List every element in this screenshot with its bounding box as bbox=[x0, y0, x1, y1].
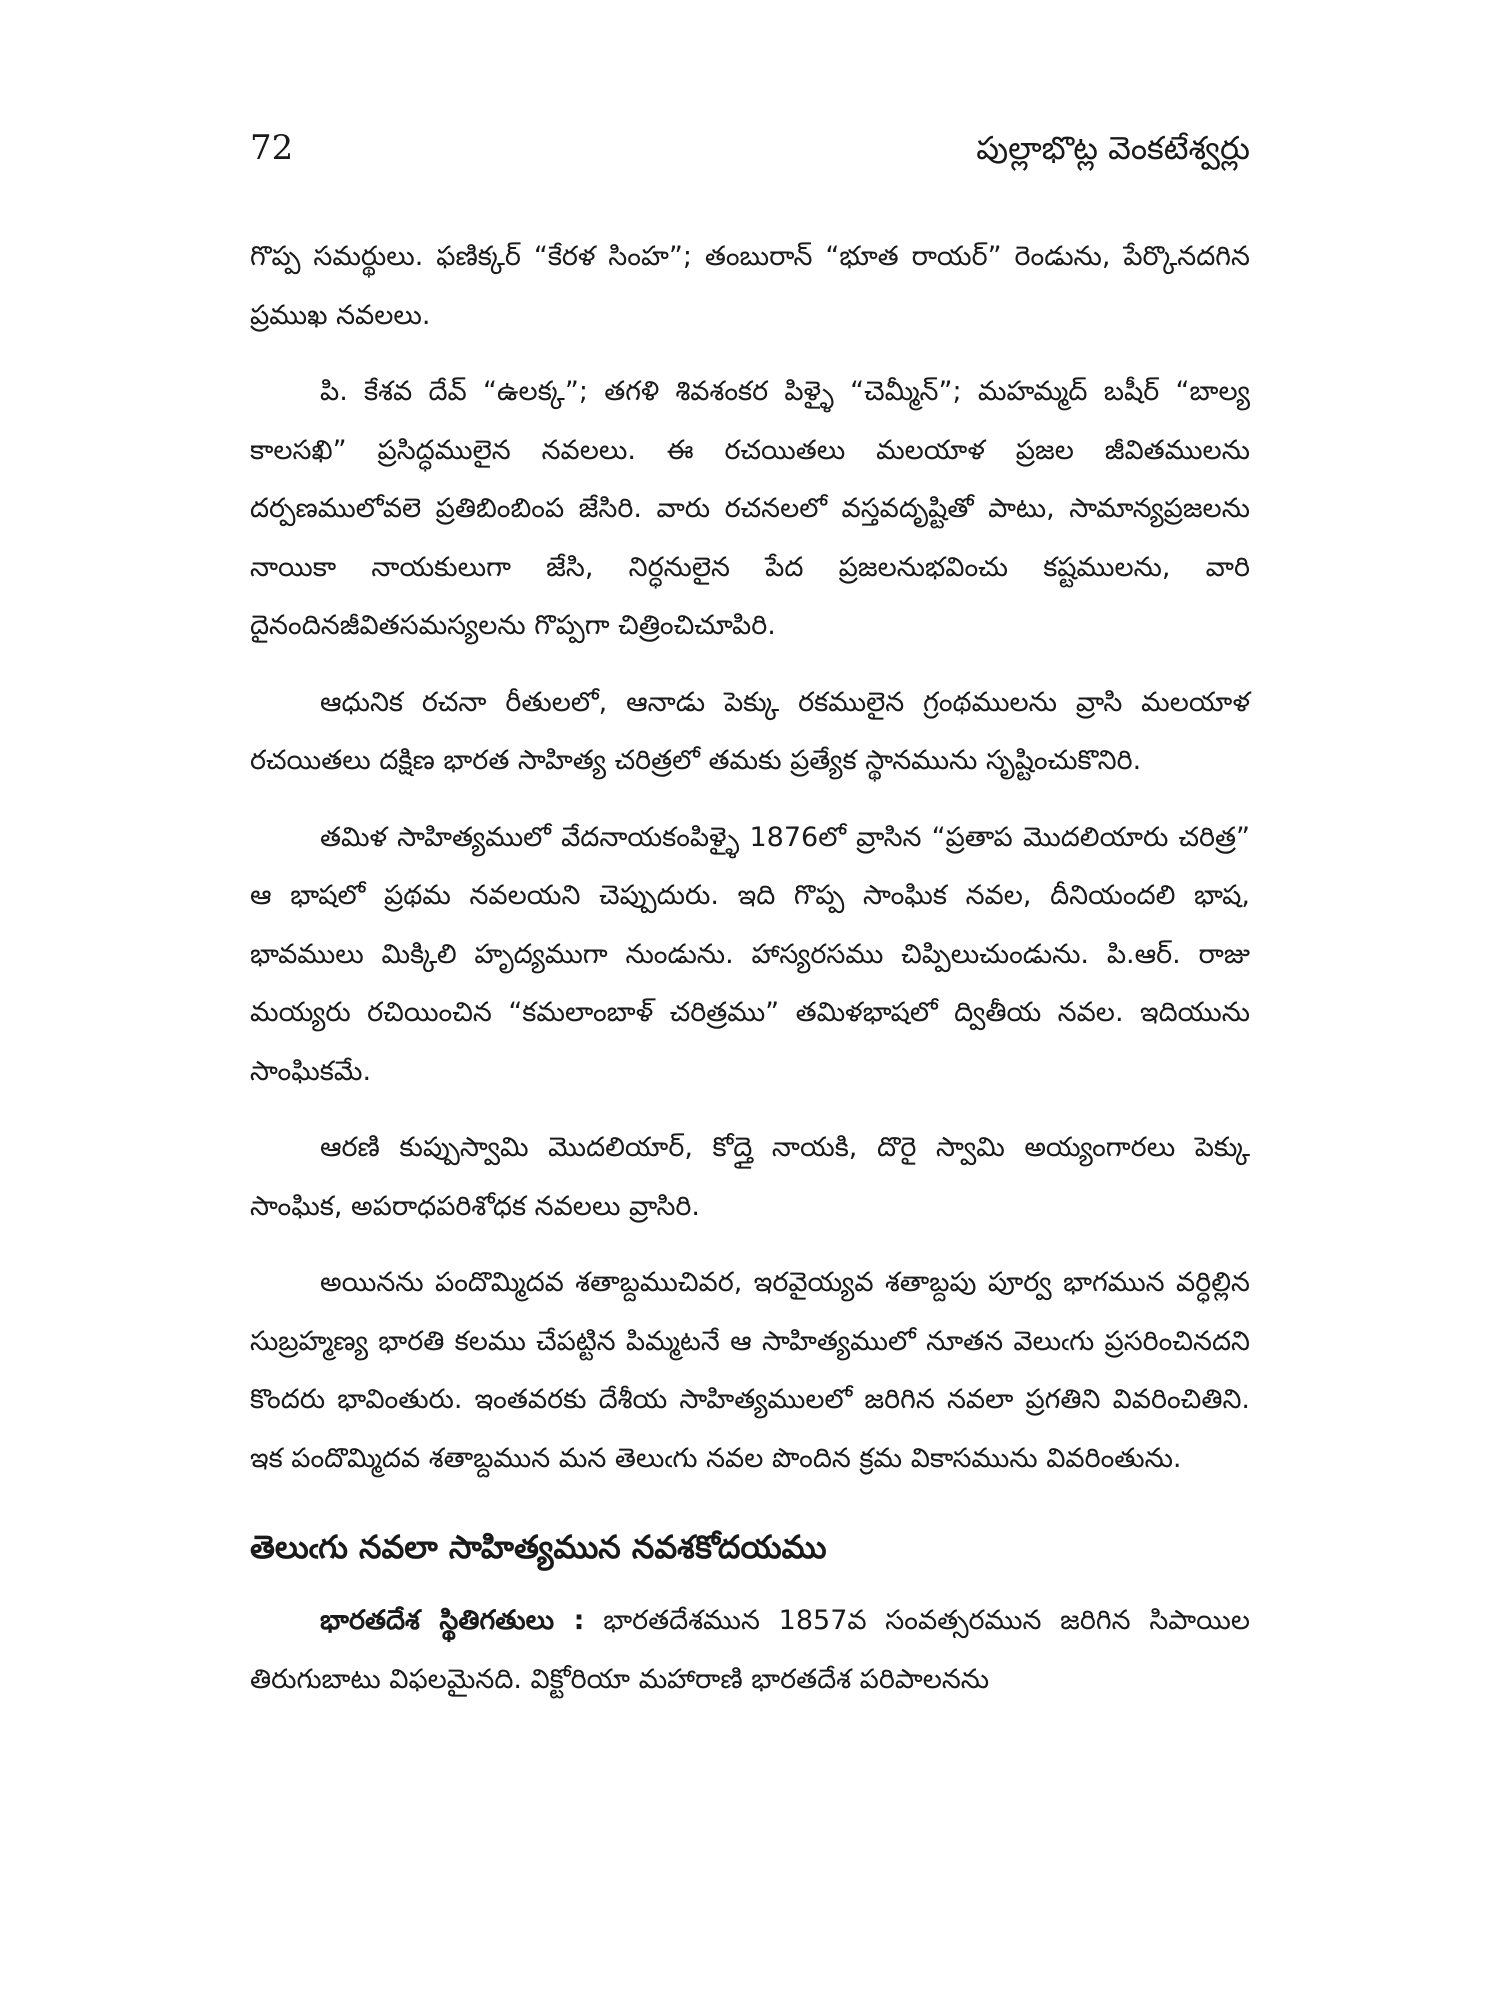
paragraph: గొప్ప సమర్థులు. ఫణిక్కర్ “కేరళ సింహ”; తంబురాన్ “భూత రాయర్” రెండును, పేర్కొనదగిన ప్రముఖ నవలలు. bbox=[250, 241, 1250, 331]
paragraph: ఆరణి కుప్పుస్వామి మొదలియార్, కోద్తై నాయకి, దొరై స్వామి అయ్యంగారలు పెక్కు సాంఘిక, అపరాధపరిశోధక నవలలు వ్రాసిరి. bbox=[250, 1132, 1250, 1222]
section-paragraph bbox=[250, 1592, 1250, 1709]
paragraph: అయినను పందొమ్మిదవ శతాబ్దముచివర, ఇరవైయ్యవ శతాబ్దపు పూర్వ భాగమున వర్ధిల్లిన సుబ్రహ్మణ్య భారతి కలము చేపట్టిన పిమ్మటనే ఆ సాహిత్యములో నూతన వెలుఁగు ప్రసరించినదని కొందరు భావింతురు. ఇంతవరకు దేశీయ సాహిత్యములలో జరిగిన నవలా ప్రగతిని వివరించితిని. ఇక పందొమ్మిదవ శతాబ్దమున మన తెలుఁగు నవల పొందిన క్రమ వికాసమును వివరింతును. bbox=[250, 1267, 1250, 1474]
paragraph: ఆధునిక రచనా రీతులలో, ఆనాడు పెక్కు రకములైన గ్రంథములను వ్రాసి మలయాళ రచయితలు దక్షిణ భారత సాహిత్య చరిత్రలో తమకు ప్రత్యేక స్థానమును సృష్టించుకొనిరి. bbox=[250, 686, 1250, 776]
page-header bbox=[250, 128, 1250, 178]
page-body bbox=[250, 228, 1250, 1727]
section-term: భారతదేశ స్థితిగతులు : bbox=[320, 1605, 585, 1636]
paragraph: తమిళ సాహిత్యములో వేదనాయకంపిళ్ళై 1876లో వ్రాసిన “ప్రతాప మొదలియారు చరిత్ర” ఆ భాషలో ప్రథమ నవలయని చెప్పుదురు. ఇది గొప్ప సాంఘిక నవల, దీనియందలి భాష, భావములు మిక్కిలి హృద్యముగా నుండును. హాస్యరసము చిప్పిలుచుండును. పి.ఆర్. రాజు మయ్యరు రచియించిన “కమలాంబాళ్ చరిత్రము” తమిళభాషలో ద్వితీయ నవల. ఇదియును సాంఘికమే. bbox=[250, 821, 1250, 1087]
paragraph: పి. కేశవ దేవ్ “ఉలక్క”; తగళి శివశంకర పిళ్ళై “చెమ్మీన్”; మహమ్మద్ బషీర్ “బాల్య కాలసఖి” ప్రసిద్ధములైన నవలలు. ఈ రచయితలు మలయాళ ప్రజల జీవితములను దర్పణములోవలె ప్రతిబింబింప జేసిరి. వారు రచనలలో వస్తవదృష్టితో పాటు, సామాన్యప్రజలను నాయికా నాయకులుగా జేసి, నిర్ధనులైన పేద ప్రజలనుభవించు కష్టములను, వారి దైనందినజీవితసమస్యలను గొప్పగా చిత్రించిచూపిరి. bbox=[250, 376, 1250, 641]
page-number: 72 bbox=[250, 128, 294, 168]
section-heading: తెలుఁగు నవలా సాహిత్యమున నవశకోదయము bbox=[250, 1528, 827, 1566]
running-title: పుల్లాభొట్ల వెంకటేశ్వర్లు bbox=[976, 129, 1250, 167]
section-text: భారతదేశమున 1857వ సంవత్సరమున జరిగిన సిపాయిల తిరుగుబాటు విఫలమైనది. విక్టోరియా మహారాణి భారతదేశ పరిపాలనను bbox=[250, 1605, 1250, 1695]
